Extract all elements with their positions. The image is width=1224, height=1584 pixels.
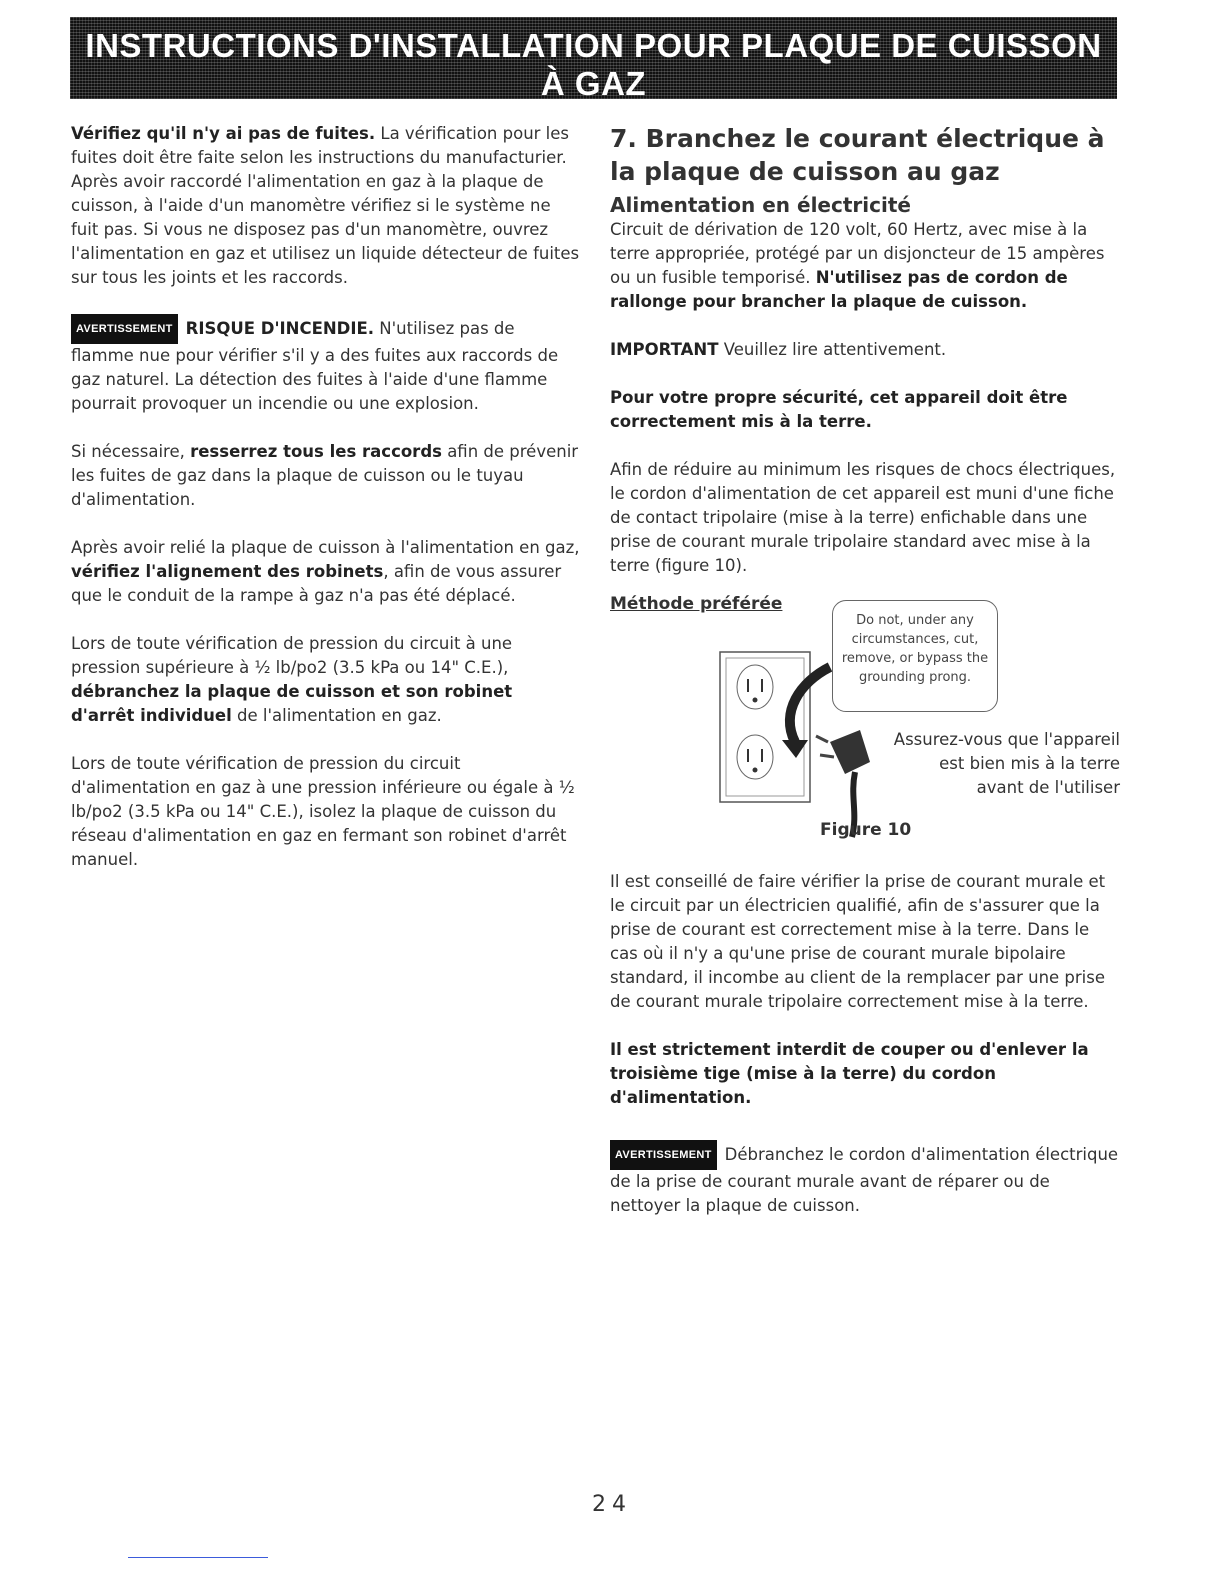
unplug-warning-text: Débranchez le cordon d'alimentation électrique de la prise de courant murale avant de réparer ou de nettoyer la plaque de cuisson. [610,1145,1119,1215]
important-text: Veuillez lire attentivement. [718,340,947,359]
safety-bold: Pour votre propre sécurité, cet appareil doit être correctement mis à la terre. [610,388,1068,431]
tighten-bold: resserrez tous les raccords [190,442,442,461]
high-pressure-text-a: Lors de toute vérification de pression du circuit à une pression supérieure à ½ lb/po2 (3.5 kPa ou 14" C.E.), [71,634,513,677]
low-pressure-paragraph: Lors de toute vérification de pression du circuit d'alimentation en gaz à une pression inférieure ou égale à ½ lb/po2 (3.5 kPa ou 14" C.E.), isolez la plaque de cuisson du réseau d'alimentation en gaz en fermant son robinet d'arrêt manuel. [71,754,575,869]
page-title: INSTRUCTIONS D'INSTALLATION POUR PLAQUE DE CUISSON À GAZ [85,27,1102,102]
leak-check-heading: Vérifiez qu'il n'y ai pas de fuites. [71,124,376,143]
page-header-banner [70,17,1117,127]
important-paragraph [610,338,1120,362]
grounding-paragraph: Afin de réduire au minimum les risques de chocs électriques, le cordon d'alimentation de cet appareil est muni d'une fiche de contact tripolaire (mise à la terre) enfichable dans une prise de courant murale tripolaire standard avec mise à la terre (figure 10). [610,460,1116,575]
electrician-paragraph: Il est conseillé de faire vérifier la prise de courant murale et le circuit par un électricien qualifié, afin de s'assurer que la prise de courant est correctement mise à la terre. Dans le cas où il n'y a qu'une prise de courant murale bipolaire standard, il incombe au client de la remplacer par une prise de courant murale tripolaire correctement mise à la terre. [610,872,1106,1011]
grounding-note: Assurez-vous que l'appareil est bien mis à la terre avant de l'utiliser [893,730,1120,797]
unplug-warning-paragraph [610,1140,1120,1218]
high-pressure-paragraph [71,632,581,728]
alignment-paragraph [71,536,581,608]
page-subtitle: (Modèle pouvant être combiné à un four encastré électrique installé sous le comptoir) [234,106,953,127]
circuit-paragraph [610,218,1120,314]
tighten-paragraph [71,440,581,512]
circuit-text: Circuit de dérivation de 120 volt, 60 Hertz, avec mise à la terre appropriée, protégé par un disjoncteur de 15 ampères ou un fusible temporisé. [610,220,1105,287]
fire-risk-paragraph [71,314,581,416]
leak-check-text: La vérification pour les fuites doit être faite selon les instructions du manufacturier. Après avoir raccordé l'alimentation en gaz à la plaque de cuisson, à l'aide d'un manomètre vérifiez si le système ne fuit pas. Si vous ne disposez pas d'un manomètre, ouvrez l'alimentation en gaz et utilisez un liquide détecteur de fuites sur tous les joints et les raccords. [71,124,580,287]
grounding-callout: Do not, under any circumstances, cut, remove, or bypass the grounding prong. [832,600,998,712]
fire-risk-text: N'utilisez pas de flamme nue pour vérifier s'il y a des fuites aux raccords de gaz naturel. La détection des fuites à l'aide d'une flamme pourrait provoquer un incendie ou une explosion. [71,319,559,413]
alignment-bold: vérifiez l'alignement des robinets [71,562,384,581]
electricity-subtitle: Alimentation en électricité [610,193,911,217]
leak-check-paragraph [71,122,581,290]
alignment-text-b: , afin de vous assurer que le conduit de la rampe à gaz n'a pas été déplacé. [71,562,562,605]
safety-paragraph [610,386,1120,434]
extension-cord-warning: N'utilisez pas de cordon de rallonge pour brancher la plaque de cuisson. [610,268,1068,311]
important-label: IMPORTANT [610,340,719,359]
figure-10 [610,592,1120,842]
page-number: 24 [592,1492,632,1517]
prong-warning-bold: Il est strictement interdit de couper ou d'enlever la troisième tige (mise à la terre) du cordon d'alimentation. [610,1040,1089,1107]
left-column [71,122,581,872]
warning-badge-2: AVERTISSEMENT [610,1140,717,1170]
preferred-method-label: Méthode préférée [610,594,783,614]
high-pressure-bold: débranchez la plaque de cuisson et son robinet d'arrêt individuel [71,682,513,725]
tighten-text-a: Si nécessaire, [71,442,191,461]
right-column [610,122,1120,1218]
tighten-text-b: afin de prévenir les fuites de gaz dans la plaque de cuisson ou le tuyau d'alimentation. [71,442,579,509]
fire-risk-heading: RISQUE D'INCENDIE. [185,319,375,338]
figure-caption: Figure 10 [820,820,912,840]
high-pressure-text-b: de l'alimentation en gaz. [231,706,442,725]
warning-badge: AVERTISSEMENT [71,314,178,344]
footer-rule [128,1557,268,1558]
section-7-title: 7. Branchez le courant électrique à la plaque de cuisson au gaz [610,124,1105,186]
prong-warning-paragraph [610,1038,1120,1110]
alignment-text-a: Après avoir relié la plaque de cuisson à l'alimentation en gaz, [71,538,580,557]
plug-body [830,730,870,774]
